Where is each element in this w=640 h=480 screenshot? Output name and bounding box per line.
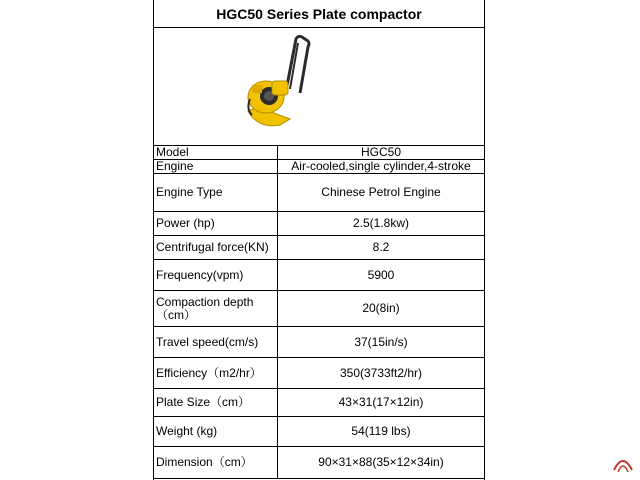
table-row (154, 291, 484, 327)
spec-value: 8.2 (278, 236, 485, 260)
spec-value: 54(119 lbs) (278, 417, 485, 447)
spec-label: Frequency(vpm) (154, 260, 278, 291)
plate-compactor-image (238, 33, 318, 133)
page-title: HGC50 Series Plate compactor (154, 0, 484, 28)
spec-value: HGC50 (278, 146, 485, 160)
spec-value: 90×31×88(35×12×34in) (278, 447, 485, 479)
spec-label: Engine (154, 160, 278, 174)
product-image-area (154, 27, 484, 146)
spec-label: Dimension（cm） (154, 447, 278, 479)
spec-value: 43×31(17×12in) (278, 389, 485, 417)
spec-label: Engine Type (154, 174, 278, 212)
spec-value: 20(8in) (278, 291, 485, 327)
spec-value: 37(15in/s) (278, 327, 485, 358)
spec-value: 350(3733ft2/hr) (278, 358, 485, 389)
table-row (154, 160, 484, 174)
table-row (154, 260, 484, 291)
table-row (154, 358, 484, 389)
table-row (154, 212, 484, 236)
brand-watermark-icon (610, 450, 636, 476)
spec-value: Air-cooled,single cylinder,4-stroke (278, 160, 485, 174)
table-row (154, 146, 484, 160)
spec-label: Efficiency（m2/hr） (154, 358, 278, 389)
table-row (154, 417, 484, 447)
spec-value: 2.5(1.8kw) (278, 212, 485, 236)
spec-table (154, 145, 484, 479)
spec-label: Weight (kg) (154, 417, 278, 447)
spec-label: Centrifugal force(KN) (154, 236, 278, 260)
spec-label: Compaction depth （cm） (154, 291, 278, 327)
spec-label: Travel speed(cm/s) (154, 327, 278, 358)
spec-label: Power (hp) (154, 212, 278, 236)
spec-value: Chinese Petrol Engine (278, 174, 485, 212)
spec-sheet (153, 0, 485, 480)
table-row (154, 327, 484, 358)
spec-value: 5900 (278, 260, 485, 291)
table-row (154, 236, 484, 260)
table-row (154, 174, 484, 212)
table-row (154, 389, 484, 417)
spec-label: Model (154, 146, 278, 160)
table-row (154, 447, 484, 479)
spec-label: Plate Size（cm） (154, 389, 278, 417)
